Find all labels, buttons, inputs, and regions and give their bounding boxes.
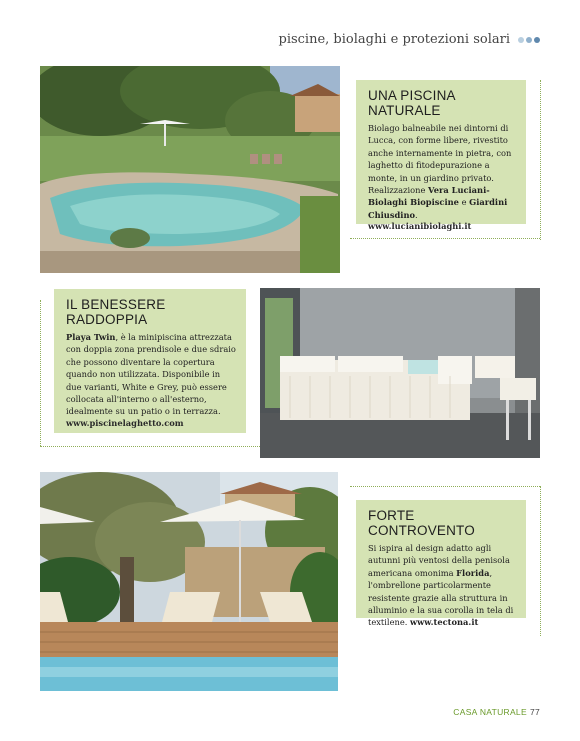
page-number: 77: [529, 707, 540, 717]
section-header: [279, 32, 541, 47]
article-text: Biolago balneabile nei dintorni di Lucca, con forme libere, rivestito anche internamente in pietra, con laghetto di fitodepurazione a monte, in un giardino privato. Realizzazione Vera Luciani-Biolaghi Biopiscine e Giardini Chiusdino.: [368, 123, 512, 220]
umbrella-caption: [356, 500, 526, 628]
article-link[interactable]: www.lucianibiolaghi.it: [368, 221, 472, 232]
dotted-frame-line: [350, 238, 540, 239]
header-dot: [526, 37, 532, 43]
dotted-frame-line: [40, 300, 41, 446]
magazine-name: CASA NATURALE: [453, 707, 527, 717]
article-title: UNA PISCINA NATURALE: [368, 88, 455, 118]
article-title: IL BENESSERE RADDOPPIA: [66, 297, 166, 327]
article-text: Si ispira al design adatto agli autunni più ventosi della penisola americana omonima Florida, l'ombrellone particolarmente resistente grazie alla struttura in alluminio e la sua corolla in tela di textilene. www.tectona.it: [368, 543, 514, 628]
page-footer: [453, 707, 540, 717]
natural-pool-caption: [356, 80, 526, 232]
article-text: Playa Twin, è la minipiscina attrezzata con doppia zona prendisole e due sdraio che possono diventare la copertura quando non utilizzata. Disponibile in due varianti, White e Grey, può essere collocata all'interno o all'esterno, idealmente su un patio o in terrazza.: [66, 332, 236, 417]
dotted-frame-line: [540, 486, 541, 636]
dotted-frame-line: [540, 80, 541, 240]
mini-pool-photo: [260, 288, 540, 458]
article-title: FORTE CONTROVENTO: [368, 508, 475, 538]
umbrella-photo: [40, 472, 338, 691]
dotted-frame-line: [350, 486, 540, 487]
natural-pool-photo: [40, 66, 340, 273]
article-link[interactable]: www.tectona.it: [410, 617, 479, 628]
header-dot: [518, 37, 524, 43]
section-title: piscine, biolaghi e protezioni solari: [278, 32, 510, 47]
mini-pool-caption: [54, 289, 246, 433]
header-dots: [516, 37, 540, 43]
header-dot: [534, 37, 540, 43]
article-link[interactable]: www.piscinelaghetto.com: [66, 417, 184, 428]
dotted-frame-line: [40, 446, 260, 447]
